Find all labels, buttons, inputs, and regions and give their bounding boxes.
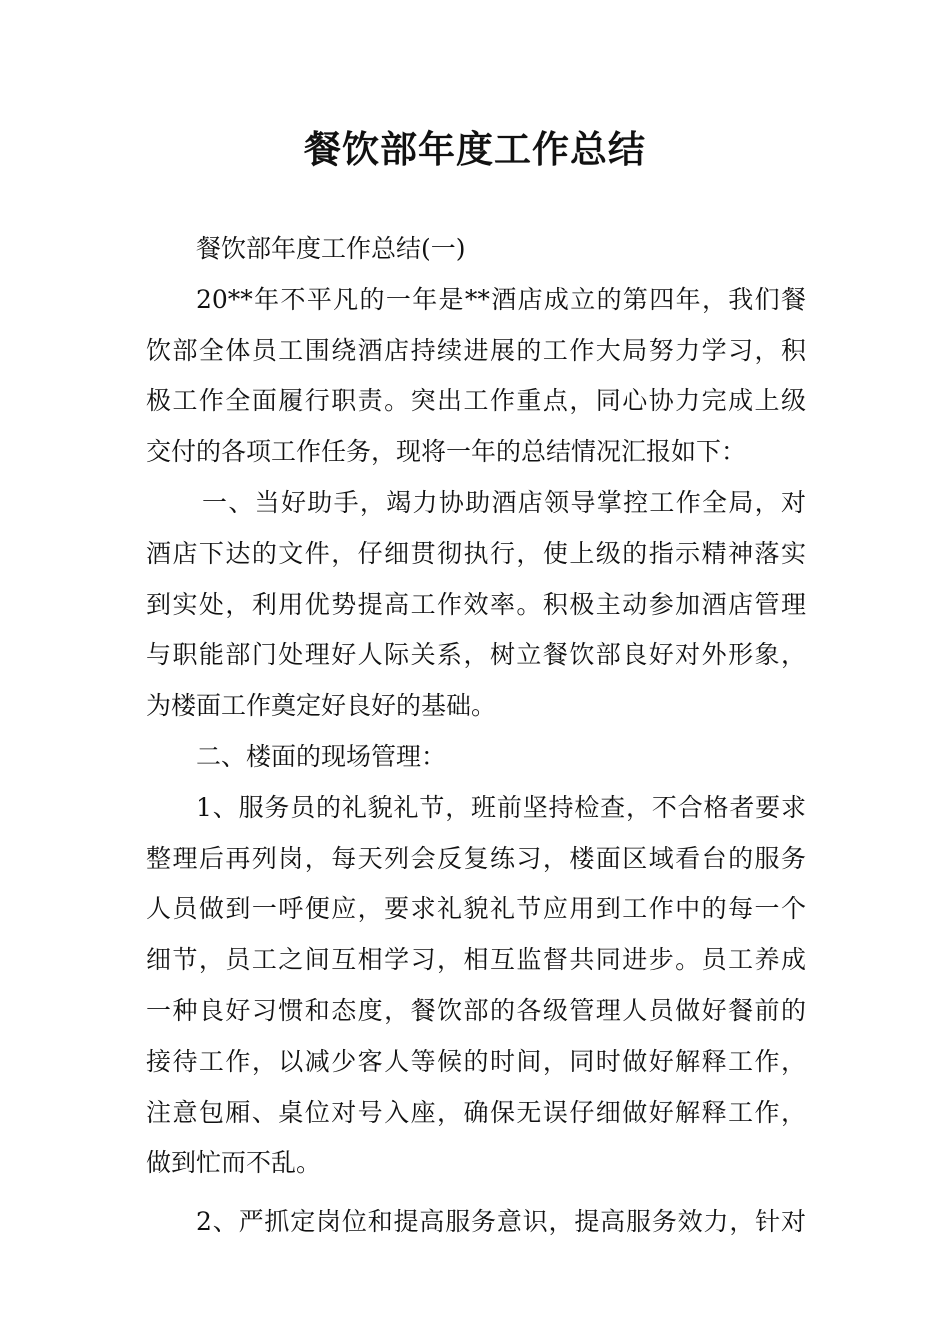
document-title: 餐饮部年度工作总结 [304, 128, 646, 171]
paragraph-line: 为楼面工作奠定好良好的基础。 [146, 691, 497, 721]
paragraph-gap [146, 1189, 806, 1197]
document-body [146, 224, 806, 1248]
paragraph-line: 一、当好助手，竭力协助酒店领导掌控工作全局，对 [202, 487, 806, 517]
paragraph-line: 饮部全体员工围绕酒店持续进展的工作大局努力学习，积 [146, 335, 806, 365]
paragraph-line: 到实处，利用优势提高工作效率。积极主动参加酒店管理 [146, 589, 806, 619]
paragraph-line: 一种良好习惯和态度，餐饮部的各级管理人员做好餐前的 [146, 995, 806, 1025]
paragraph-line: 1、服务员的礼貌礼节，班前坚持检查，不合格者要求 [196, 792, 806, 822]
paragraph-line: 交付的各项工作任务，现将一年的总结情况汇报如下： [146, 437, 747, 467]
paragraph-line: 整理后再列岗，每天列会反复练习，楼面区域看台的服务 [146, 843, 806, 873]
paragraph-line: 注意包厢、桌位对号入座，确保无误仔细做好解释工作， [146, 1097, 806, 1127]
paragraph-line: 极工作全面履行职责。突出工作重点，同心协力完成上级 [146, 386, 806, 416]
section-heading: 餐饮部年度工作总结(一) [196, 234, 466, 263]
paragraph-line: 做到忙而不乱。 [146, 1148, 322, 1178]
paragraph-line: 人员做到一呼便应，要求礼貌礼节应用到工作中的每一个 [146, 894, 806, 924]
paragraph-line: 20**年不平凡的一年是**酒店成立的第四年，我们餐 [196, 284, 806, 314]
paragraph-line: 酒店下达的文件，仔细贯彻执行，使上级的指示精神落实 [146, 538, 806, 568]
paragraph-line: 2、严抓定岗位和提高服务意识，提高服务效力，针对 [196, 1207, 806, 1237]
section-heading: 二、楼面的现场管理： [196, 741, 447, 771]
paragraph-line: 接待工作，以减少客人等候的时间，同时做好解释工作， [146, 1046, 806, 1076]
paragraph-line: 细节，员工之间互相学习，相互监督共同进步。员工养成 [146, 945, 806, 975]
paragraph-line: 与职能部门处理好人际关系，树立餐饮部良好对外形象， [146, 640, 806, 670]
